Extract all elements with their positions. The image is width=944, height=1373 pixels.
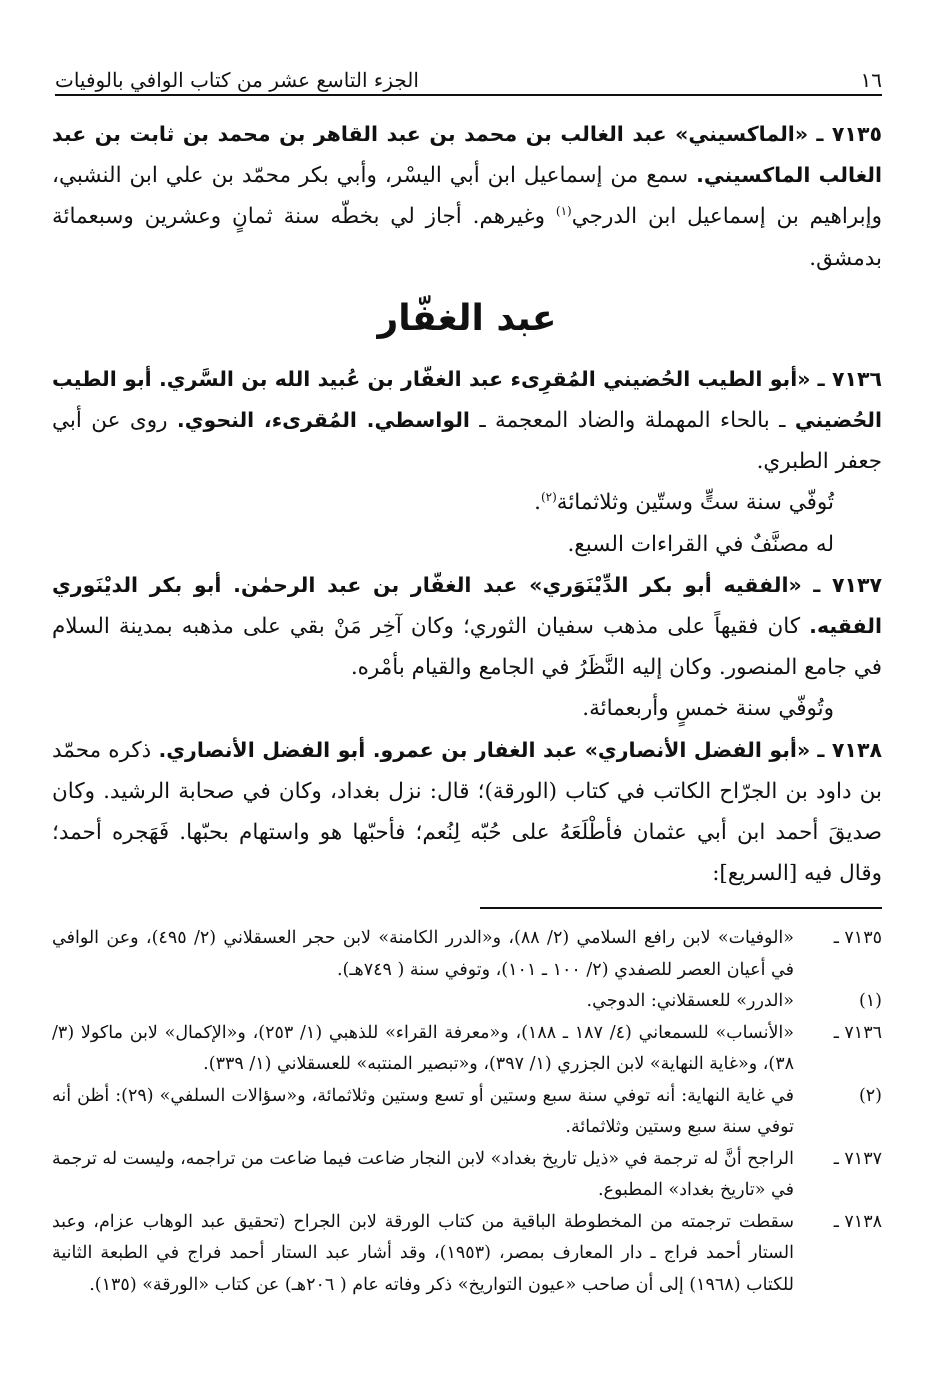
footnote [52,1207,882,1302]
footnote [52,923,882,986]
footnote-marker: (١) [555,204,572,219]
footnote-text: «الوفيات» لابن رافع السلامي (٢/ ٨٨)، و«الدرر الكامنة» لابن حجر العسقلاني (٢/ ٤٩٥)، وعن الوافي في أعيان العصر للصفدي (٢/ ١٠٠ ـ ١٠١)، وتوفي سنة ( ٧٤٩هـ). [52,928,794,980]
main-text [52,114,882,894]
entry-text: وغيرهم. أجاز لي بخطّه سنة ثمانٍ وعشرين وسبعمائة بدمشق. [52,204,882,271]
footnote-number: ٧١٣٨ ـ [833,1211,882,1232]
footnote-number: (٢) [858,1085,882,1106]
footnote [52,986,882,1018]
footnote-text: الراجح أنَّ له ترجمة في «ذيل تاريخ بغداد» لابن النجار ضاعت فيما ضاعت من تراجمه، وليست له ترجمة في «تاريخ بغداد» المطبوع. [52,1148,794,1200]
entry-number: ٧١٣٧ ـ [813,572,882,597]
page-number: ١٦ [860,68,882,92]
section-title: عبد الغفّار [377,297,557,339]
entry-7135 [52,114,882,279]
footnote-number: (١) [858,991,882,1011]
entry-text: روى عن أبي جعفر الطبري. [52,408,882,475]
entry-name: «أبو الفضل الأنصاري» عبد الغفار بن عمرو. أبو الفضل الأنصاري. [158,737,811,762]
footnotes [52,923,882,1301]
footnote-text: في غاية النهاية: أنه توفي سنة سبع وستين أو تسع وستين وثلاثمائة، و«سؤالات السلفي» (٢٩): أظن أنه توفي سنة سبع وستين وثلاثمائة. [52,1085,794,1137]
running-title: الجزء التاسع عشر من كتاب الوافي بالوفيات [55,68,419,92]
entry-text: سمع من إسماعيل ابن أبي اليسْر، وأبي بكر محمّد بن علي ابن النشبي، وإبراهيم بن إسماعيل ابن الدرجي [52,163,882,230]
entry-7138 [52,730,882,895]
entry-line: تُوفّي سنة ستٍّ وستّين وثلاثمائة$^{(٢)}$. [534,490,834,516]
footnote-number: ٧١٣٥ ـ [833,928,882,948]
footnote-marker: (٢) [540,490,557,505]
entry-text: كان فقيهاً على مذهب سفيان الثوري؛ وكان آخِر مَنْ بقي على مذهبه بمدينة السلام في جامع المنصور. وكان إليه النَّظَرُ في الجامع والقيام بأمْره. [52,614,882,681]
footnote-text: سقطت ترجمته من المخطوطة الباقية من كتاب الورقة لابن الجراح (تحقيق عبد الوهاب عزام، وعبد الستار أحمد فراج ـ دار المعارف بمصر، (١٩٥٣)، وقد أشار عبد الستار أحمد فراج في الطبعة الثانية للكتاب (١٩٦٨) إلى أن صاحب «عيون التواريخ» ذكر وفاته عام ( ٢٠٦هـ) عن كتاب «الورقة» (١٣٥). [52,1211,794,1295]
entry-name: الواسطي. المُقرىء، النحوي. [176,408,470,433]
footnote [52,1018,882,1081]
entry-name: «أبو الطيب الحُضيني المُقرِىء عبد الغفّار بن عُبيد الله بن السَّري. أبو الطيب الحُضيني [52,366,882,433]
footnote-separator [480,907,882,909]
footnote [52,1144,882,1207]
footnote-number: ٧١٣٦ ـ [833,1022,882,1043]
entry-number: ٧١٣٥ ـ [816,122,882,146]
entry-text: ذكره محمّد بن داود بن الجرّاح الكاتب في كتاب (الورقة)؛ قال: نزل بغداد، وكان في صحابة الرشيد. وكان صديقَ أحمد ابن أبي عثمان فأطْلَعَهُ على حُبّه لِنُعم؛ فأحبّها هو واستهام بحبّها. فَهَجره أحمد؛ وقال فيه [السريع]: [52,737,882,887]
header-rule [55,94,882,96]
entry-7136 [52,359,882,483]
page-header [55,58,882,92]
footnote [52,1081,882,1144]
entry-name: «الفقيه أبو بكر الدِّيْنَوَري» عبد الغفّار بن عبد الرحمٰن. أبو بكر الديْنَوري الفقيه. [52,572,882,639]
entry-name: «الماكسيني» عبد الغالب بن محمد بن عبد القاهر بن محمد بن ثابت بن عبد الغالب الماكسيني. [52,122,883,188]
footnote-text: «الدرر» للعسقلاني: الدوجي. [586,991,794,1011]
footnote-number: ٧١٣٧ ـ [833,1148,882,1169]
entry-line: له مصنَّفٌ في القراءات السبع. [567,531,834,557]
entry-text: ـ بالحاء المهملة والضاد المعجمة ـ [479,408,786,434]
footnote-text: «الأنساب» للسمعاني (٤/ ١٨٧ ـ ١٨٨)، و«معرفة القراء» للذهبي (١/ ٢٥٣)، و«الإكمال» لابن ماكولا (٣/ ٣٨)، و«غاية النهاية» لابن الجزري (١/ ٣٩٧)، و«تبصير المنتبه» للعسقلاني (١/ ٣٣٩). [52,1022,794,1074]
entry-number: ٧١٣٦ ـ [817,366,882,391]
entry-7137 [52,565,882,689]
entry-number: ٧١٣٨ ـ [817,737,882,762]
entry-line: وتُوفّي سنة خمسٍ وأربعمائة. [582,696,834,722]
